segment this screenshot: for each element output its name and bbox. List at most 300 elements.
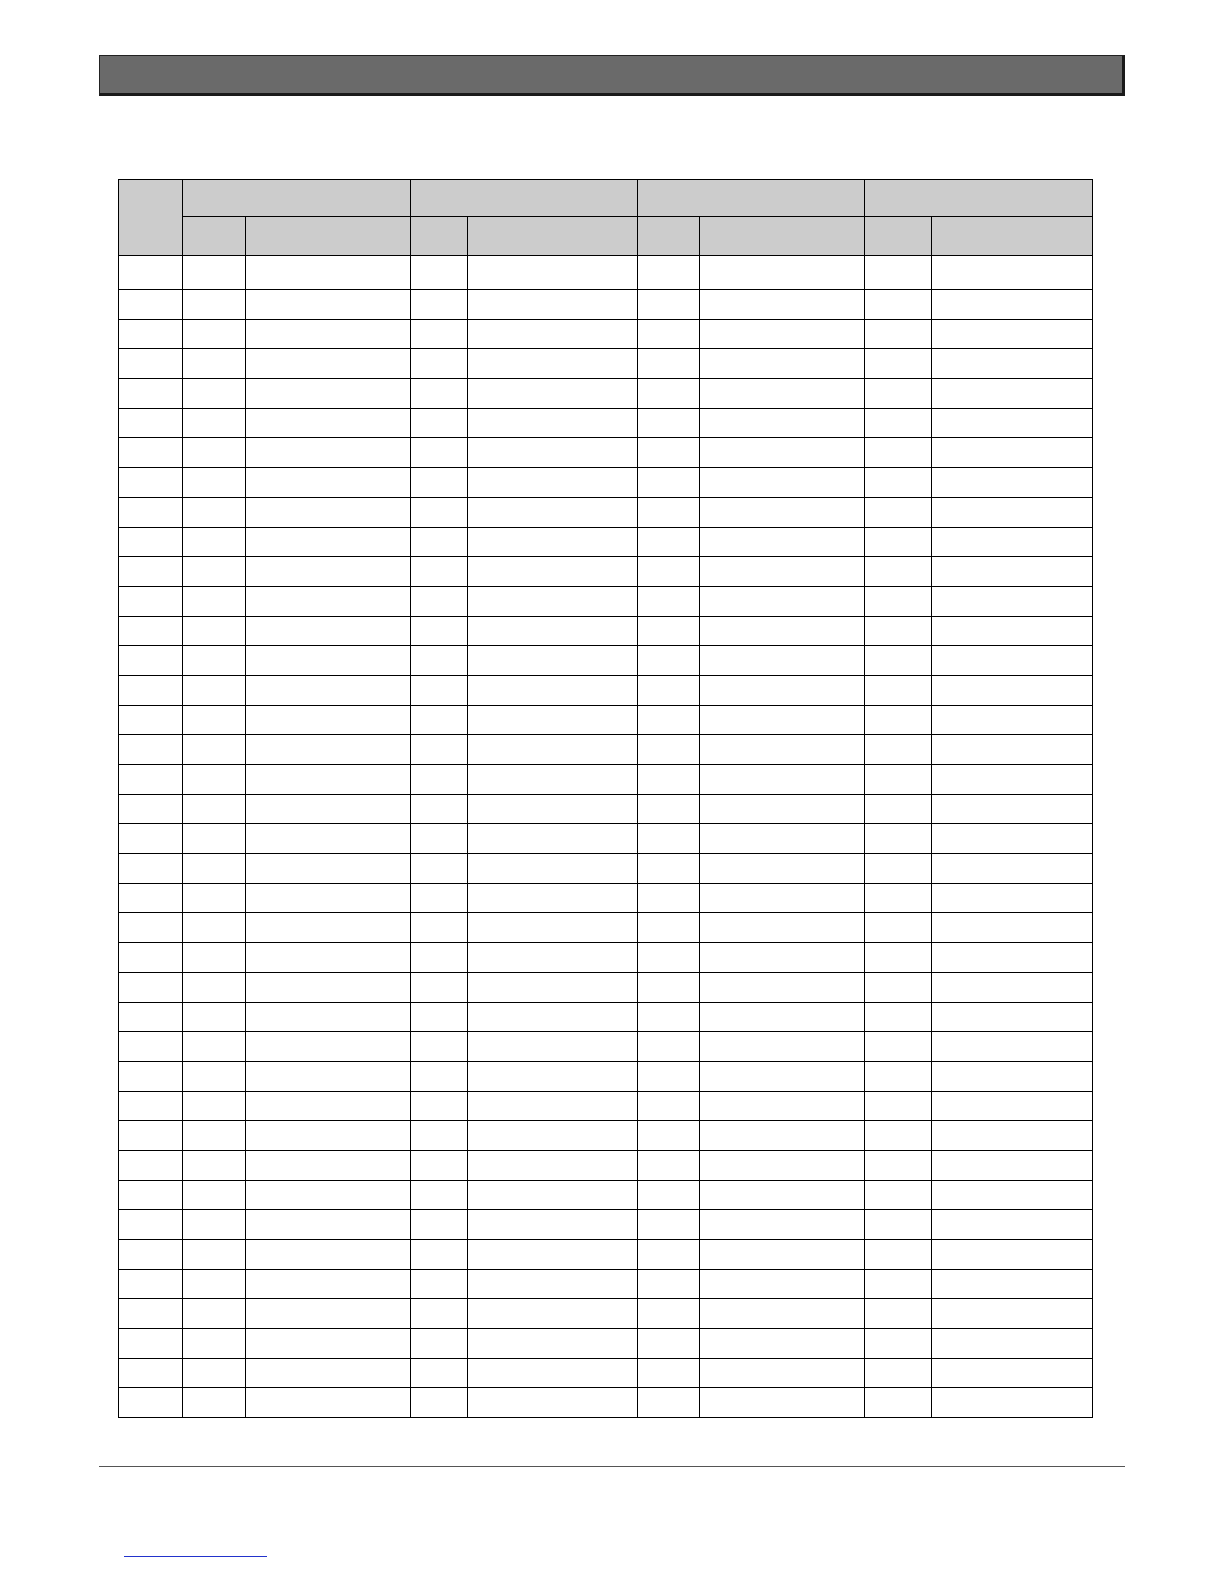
table-cell bbox=[246, 1121, 411, 1151]
table-cell bbox=[468, 1150, 638, 1180]
table-cell bbox=[119, 1210, 183, 1240]
table-cell bbox=[468, 854, 638, 884]
table-cell bbox=[865, 1299, 932, 1329]
table-cell bbox=[638, 616, 700, 646]
table-cell bbox=[183, 290, 246, 320]
table-cell bbox=[700, 765, 865, 795]
table-cell bbox=[119, 1121, 183, 1151]
table-cell bbox=[411, 1061, 468, 1091]
table-cell bbox=[865, 854, 932, 884]
table-cell bbox=[246, 824, 411, 854]
table-cell bbox=[246, 705, 411, 735]
table-cell bbox=[183, 1061, 246, 1091]
table-cell bbox=[411, 1180, 468, 1210]
table-cell bbox=[411, 1358, 468, 1388]
table-cell bbox=[468, 1299, 638, 1329]
table-cell bbox=[411, 765, 468, 795]
table-cell bbox=[700, 468, 865, 498]
table-row bbox=[119, 1388, 1093, 1418]
table-row bbox=[119, 1180, 1093, 1210]
table-cell bbox=[638, 557, 700, 587]
table-cell bbox=[119, 379, 183, 409]
table-cell bbox=[932, 1388, 1093, 1418]
table-cell bbox=[246, 379, 411, 409]
table-cell bbox=[119, 943, 183, 973]
table-cell bbox=[183, 1002, 246, 1032]
subheader-2a bbox=[411, 217, 468, 256]
table-cell bbox=[865, 646, 932, 676]
table-cell bbox=[700, 1240, 865, 1270]
table-cell bbox=[932, 1091, 1093, 1121]
table-cell bbox=[468, 290, 638, 320]
table-cell bbox=[865, 256, 932, 290]
table-cell bbox=[119, 557, 183, 587]
group-header-2 bbox=[411, 180, 638, 217]
table-cell bbox=[700, 1121, 865, 1151]
table-cell bbox=[411, 408, 468, 438]
table-cell bbox=[183, 1358, 246, 1388]
table-cell bbox=[932, 379, 1093, 409]
table-cell bbox=[246, 1358, 411, 1388]
table-cell bbox=[638, 1180, 700, 1210]
table-cell bbox=[700, 408, 865, 438]
table-cell bbox=[932, 1061, 1093, 1091]
table-cell bbox=[246, 1329, 411, 1359]
group-header-3 bbox=[638, 180, 865, 217]
table-cell bbox=[700, 943, 865, 973]
table-cell bbox=[865, 408, 932, 438]
table-cell bbox=[246, 646, 411, 676]
table-cell bbox=[865, 1240, 932, 1270]
table-cell bbox=[932, 646, 1093, 676]
table-cell bbox=[119, 349, 183, 379]
table-cell bbox=[932, 1032, 1093, 1062]
table-cell bbox=[865, 794, 932, 824]
table-cell bbox=[638, 349, 700, 379]
table-cell bbox=[865, 1032, 932, 1062]
table-cell bbox=[183, 557, 246, 587]
table-cell bbox=[638, 646, 700, 676]
table-cell bbox=[932, 735, 1093, 765]
table-cell bbox=[183, 794, 246, 824]
table-row bbox=[119, 1091, 1093, 1121]
table-cell bbox=[119, 646, 183, 676]
table-cell bbox=[468, 1388, 638, 1418]
table-cell bbox=[700, 854, 865, 884]
table-cell bbox=[638, 256, 700, 290]
table-cell bbox=[246, 735, 411, 765]
table-row bbox=[119, 1061, 1093, 1091]
table-cell bbox=[700, 1032, 865, 1062]
table-cell bbox=[638, 290, 700, 320]
table-cell bbox=[865, 1358, 932, 1388]
table-cell bbox=[865, 765, 932, 795]
subheader-1a bbox=[183, 217, 246, 256]
table-cell bbox=[246, 943, 411, 973]
table-cell bbox=[183, 1388, 246, 1418]
table-cell bbox=[411, 913, 468, 943]
table-cell bbox=[183, 349, 246, 379]
table-cell bbox=[638, 468, 700, 498]
table-cell bbox=[183, 438, 246, 468]
table-cell bbox=[411, 1329, 468, 1359]
table-cell bbox=[246, 290, 411, 320]
table-cell bbox=[932, 1002, 1093, 1032]
table-cell bbox=[119, 1329, 183, 1359]
table-cell bbox=[468, 1329, 638, 1359]
table-cell bbox=[932, 349, 1093, 379]
table-cell bbox=[411, 379, 468, 409]
table-cell bbox=[700, 1002, 865, 1032]
table-cell bbox=[246, 883, 411, 913]
table-cell bbox=[638, 408, 700, 438]
table-cell bbox=[700, 646, 865, 676]
table-cell bbox=[700, 1388, 865, 1418]
table-cell bbox=[700, 824, 865, 854]
table-cell bbox=[119, 256, 183, 290]
table-cell bbox=[183, 1121, 246, 1151]
table-cell bbox=[246, 1002, 411, 1032]
table-cell bbox=[411, 1091, 468, 1121]
table-cell bbox=[411, 1269, 468, 1299]
table-cell bbox=[246, 468, 411, 498]
table-cell bbox=[246, 616, 411, 646]
table-cell bbox=[183, 527, 246, 557]
table-cell bbox=[246, 972, 411, 1002]
table-cell bbox=[468, 1002, 638, 1032]
table-cell bbox=[411, 1121, 468, 1151]
table-cell bbox=[119, 1180, 183, 1210]
table-cell bbox=[119, 468, 183, 498]
table-row bbox=[119, 1269, 1093, 1299]
table-cell bbox=[119, 408, 183, 438]
table-row bbox=[119, 527, 1093, 557]
table-cell bbox=[638, 1210, 700, 1240]
table-cell bbox=[183, 765, 246, 795]
table-cell bbox=[638, 943, 700, 973]
table-cell bbox=[468, 616, 638, 646]
table-cell bbox=[119, 794, 183, 824]
table-cell bbox=[246, 1180, 411, 1210]
table-cell bbox=[119, 1150, 183, 1180]
table-cell bbox=[246, 319, 411, 349]
table-cell bbox=[932, 1150, 1093, 1180]
table-cell bbox=[932, 468, 1093, 498]
table-cell bbox=[932, 883, 1093, 913]
table-cell bbox=[932, 972, 1093, 1002]
table-row bbox=[119, 616, 1093, 646]
table-cell bbox=[468, 705, 638, 735]
table-cell bbox=[468, 1210, 638, 1240]
subheader-3b bbox=[700, 217, 865, 256]
table-row bbox=[119, 1240, 1093, 1270]
table-cell bbox=[932, 943, 1093, 973]
table-row bbox=[119, 557, 1093, 587]
table-cell bbox=[411, 557, 468, 587]
table-cell bbox=[932, 1210, 1093, 1240]
table-cell bbox=[119, 824, 183, 854]
page-title-bar bbox=[99, 55, 1125, 96]
table-cell bbox=[119, 1002, 183, 1032]
table-cell bbox=[119, 527, 183, 557]
table-cell bbox=[411, 586, 468, 616]
table-cell bbox=[865, 468, 932, 498]
subheader-4a bbox=[865, 217, 932, 256]
table-cell bbox=[865, 1329, 932, 1359]
table-cell bbox=[183, 586, 246, 616]
table-cell bbox=[638, 794, 700, 824]
table-cell bbox=[932, 824, 1093, 854]
table-row bbox=[119, 319, 1093, 349]
table-cell bbox=[700, 438, 865, 468]
table-cell bbox=[411, 735, 468, 765]
table-cell bbox=[700, 319, 865, 349]
table-cell bbox=[865, 824, 932, 854]
table-cell bbox=[246, 1299, 411, 1329]
table-cell bbox=[638, 1002, 700, 1032]
table-cell bbox=[932, 705, 1093, 735]
table-row bbox=[119, 1032, 1093, 1062]
table-cell bbox=[119, 883, 183, 913]
table-cell bbox=[700, 1180, 865, 1210]
table-cell bbox=[411, 972, 468, 1002]
table-cell bbox=[865, 616, 932, 646]
table-cell bbox=[865, 1180, 932, 1210]
table-cell bbox=[700, 883, 865, 913]
table-cell bbox=[411, 616, 468, 646]
subheader-2b bbox=[468, 217, 638, 256]
table-row bbox=[119, 438, 1093, 468]
table-cell bbox=[183, 616, 246, 646]
table-cell bbox=[411, 349, 468, 379]
table-cell bbox=[246, 1061, 411, 1091]
table-cell bbox=[700, 1329, 865, 1359]
table-row bbox=[119, 290, 1093, 320]
table-cell bbox=[468, 794, 638, 824]
table-cell bbox=[700, 497, 865, 527]
table-cell bbox=[246, 1210, 411, 1240]
table-cell bbox=[932, 675, 1093, 705]
table-cell bbox=[411, 943, 468, 973]
table-cell bbox=[468, 1032, 638, 1062]
table-row bbox=[119, 765, 1093, 795]
table-cell bbox=[183, 1150, 246, 1180]
table-cell bbox=[700, 616, 865, 646]
table-cell bbox=[700, 290, 865, 320]
table-cell bbox=[183, 883, 246, 913]
table-cell bbox=[468, 1180, 638, 1210]
table-row bbox=[119, 1121, 1093, 1151]
table-cell bbox=[411, 290, 468, 320]
table-cell bbox=[638, 1269, 700, 1299]
group-header-1 bbox=[183, 180, 411, 217]
table-cell bbox=[932, 616, 1093, 646]
table-cell bbox=[183, 379, 246, 409]
table-cell bbox=[700, 735, 865, 765]
table-cell bbox=[700, 379, 865, 409]
table-cell bbox=[932, 765, 1093, 795]
table-cell bbox=[700, 1210, 865, 1240]
table-cell bbox=[119, 1091, 183, 1121]
table-cell bbox=[638, 1032, 700, 1062]
table-cell bbox=[700, 1358, 865, 1388]
table-cell bbox=[246, 794, 411, 824]
table-cell bbox=[932, 290, 1093, 320]
table-cell bbox=[932, 1180, 1093, 1210]
table-row bbox=[119, 256, 1093, 290]
table-cell bbox=[865, 913, 932, 943]
table-cell bbox=[700, 586, 865, 616]
table-cell bbox=[119, 765, 183, 795]
table-cell bbox=[638, 1061, 700, 1091]
table-cell bbox=[183, 735, 246, 765]
table-cell bbox=[932, 1121, 1093, 1151]
table-cell bbox=[119, 1032, 183, 1062]
table-cell bbox=[183, 1240, 246, 1270]
table-cell bbox=[119, 972, 183, 1002]
table-cell bbox=[700, 1299, 865, 1329]
table-cell bbox=[183, 705, 246, 735]
table-cell bbox=[638, 586, 700, 616]
table-cell bbox=[865, 586, 932, 616]
table-cell bbox=[700, 557, 865, 587]
table-cell bbox=[932, 408, 1093, 438]
table-cell bbox=[411, 1388, 468, 1418]
table-row bbox=[119, 1210, 1093, 1240]
table-row bbox=[119, 854, 1093, 884]
table-cell bbox=[700, 1061, 865, 1091]
table-row bbox=[119, 349, 1093, 379]
table-cell bbox=[468, 765, 638, 795]
table-cell bbox=[932, 1240, 1093, 1270]
table-cell bbox=[246, 1150, 411, 1180]
table-cell bbox=[932, 794, 1093, 824]
table-cell bbox=[468, 675, 638, 705]
table-cell bbox=[246, 497, 411, 527]
table-cell bbox=[411, 1032, 468, 1062]
table-row bbox=[119, 1329, 1093, 1359]
table-cell bbox=[865, 527, 932, 557]
table-cell bbox=[119, 675, 183, 705]
data-table bbox=[118, 179, 1093, 1418]
table-cell bbox=[119, 438, 183, 468]
subheader-3a bbox=[638, 217, 700, 256]
table-cell bbox=[411, 854, 468, 884]
table-cell bbox=[183, 1032, 246, 1062]
table-cell bbox=[468, 586, 638, 616]
table-cell bbox=[246, 765, 411, 795]
table-cell bbox=[119, 1269, 183, 1299]
table-cell bbox=[119, 1061, 183, 1091]
table-cell bbox=[411, 1210, 468, 1240]
table-cell bbox=[183, 319, 246, 349]
table-cell bbox=[638, 1358, 700, 1388]
table-cell bbox=[638, 854, 700, 884]
table-row bbox=[119, 675, 1093, 705]
table-cell bbox=[246, 1091, 411, 1121]
table-cell bbox=[700, 675, 865, 705]
table-cell bbox=[865, 1210, 932, 1240]
table-cell bbox=[638, 438, 700, 468]
table-row bbox=[119, 913, 1093, 943]
table-cell bbox=[865, 379, 932, 409]
table-cell bbox=[932, 256, 1093, 290]
table-cell bbox=[246, 349, 411, 379]
table-cell bbox=[638, 1329, 700, 1359]
table-cell bbox=[468, 1121, 638, 1151]
table-row bbox=[119, 1002, 1093, 1032]
table-cell bbox=[865, 1269, 932, 1299]
table-cell bbox=[865, 319, 932, 349]
footer-link[interactable] bbox=[124, 1556, 267, 1557]
table-row bbox=[119, 646, 1093, 676]
table-cell bbox=[468, 379, 638, 409]
table-cell bbox=[246, 1240, 411, 1270]
table-cell bbox=[932, 1299, 1093, 1329]
table-cell bbox=[119, 497, 183, 527]
table-cell bbox=[468, 1358, 638, 1388]
table-cell bbox=[183, 1210, 246, 1240]
table-cell bbox=[638, 972, 700, 1002]
table-cell bbox=[932, 586, 1093, 616]
table-cell bbox=[638, 705, 700, 735]
table-cell bbox=[246, 854, 411, 884]
footer-divider bbox=[99, 1466, 1125, 1467]
table-cell bbox=[700, 256, 865, 290]
table-cell bbox=[119, 735, 183, 765]
table-cell bbox=[411, 1150, 468, 1180]
table-cell bbox=[411, 497, 468, 527]
table-cell bbox=[183, 408, 246, 438]
table-cell bbox=[246, 256, 411, 290]
table-cell bbox=[638, 883, 700, 913]
table-cell bbox=[119, 854, 183, 884]
table-cell bbox=[468, 557, 638, 587]
table-cell bbox=[183, 1329, 246, 1359]
table-cell bbox=[932, 1269, 1093, 1299]
table-cell bbox=[468, 349, 638, 379]
table-cell bbox=[865, 290, 932, 320]
subheader-1b bbox=[246, 217, 411, 256]
table-cell bbox=[865, 883, 932, 913]
table-cell bbox=[468, 256, 638, 290]
table-cell bbox=[411, 319, 468, 349]
table-cell bbox=[700, 1150, 865, 1180]
table-cell bbox=[183, 854, 246, 884]
table-cell bbox=[468, 1240, 638, 1270]
table-cell bbox=[119, 1240, 183, 1270]
table-cell bbox=[468, 408, 638, 438]
table-cell bbox=[638, 824, 700, 854]
table-cell bbox=[638, 379, 700, 409]
table-cell bbox=[119, 1299, 183, 1329]
table-cell bbox=[865, 735, 932, 765]
table-cell bbox=[700, 705, 865, 735]
table-row bbox=[119, 468, 1093, 498]
table-cell bbox=[119, 586, 183, 616]
table-cell bbox=[638, 1388, 700, 1418]
table-row bbox=[119, 1150, 1093, 1180]
table-cell bbox=[119, 1388, 183, 1418]
table-row bbox=[119, 408, 1093, 438]
table-row bbox=[119, 883, 1093, 913]
table-cell bbox=[411, 468, 468, 498]
table-cell bbox=[865, 1121, 932, 1151]
table-cell bbox=[468, 468, 638, 498]
table-cell bbox=[183, 1091, 246, 1121]
table-cell bbox=[932, 438, 1093, 468]
table-cell bbox=[638, 765, 700, 795]
